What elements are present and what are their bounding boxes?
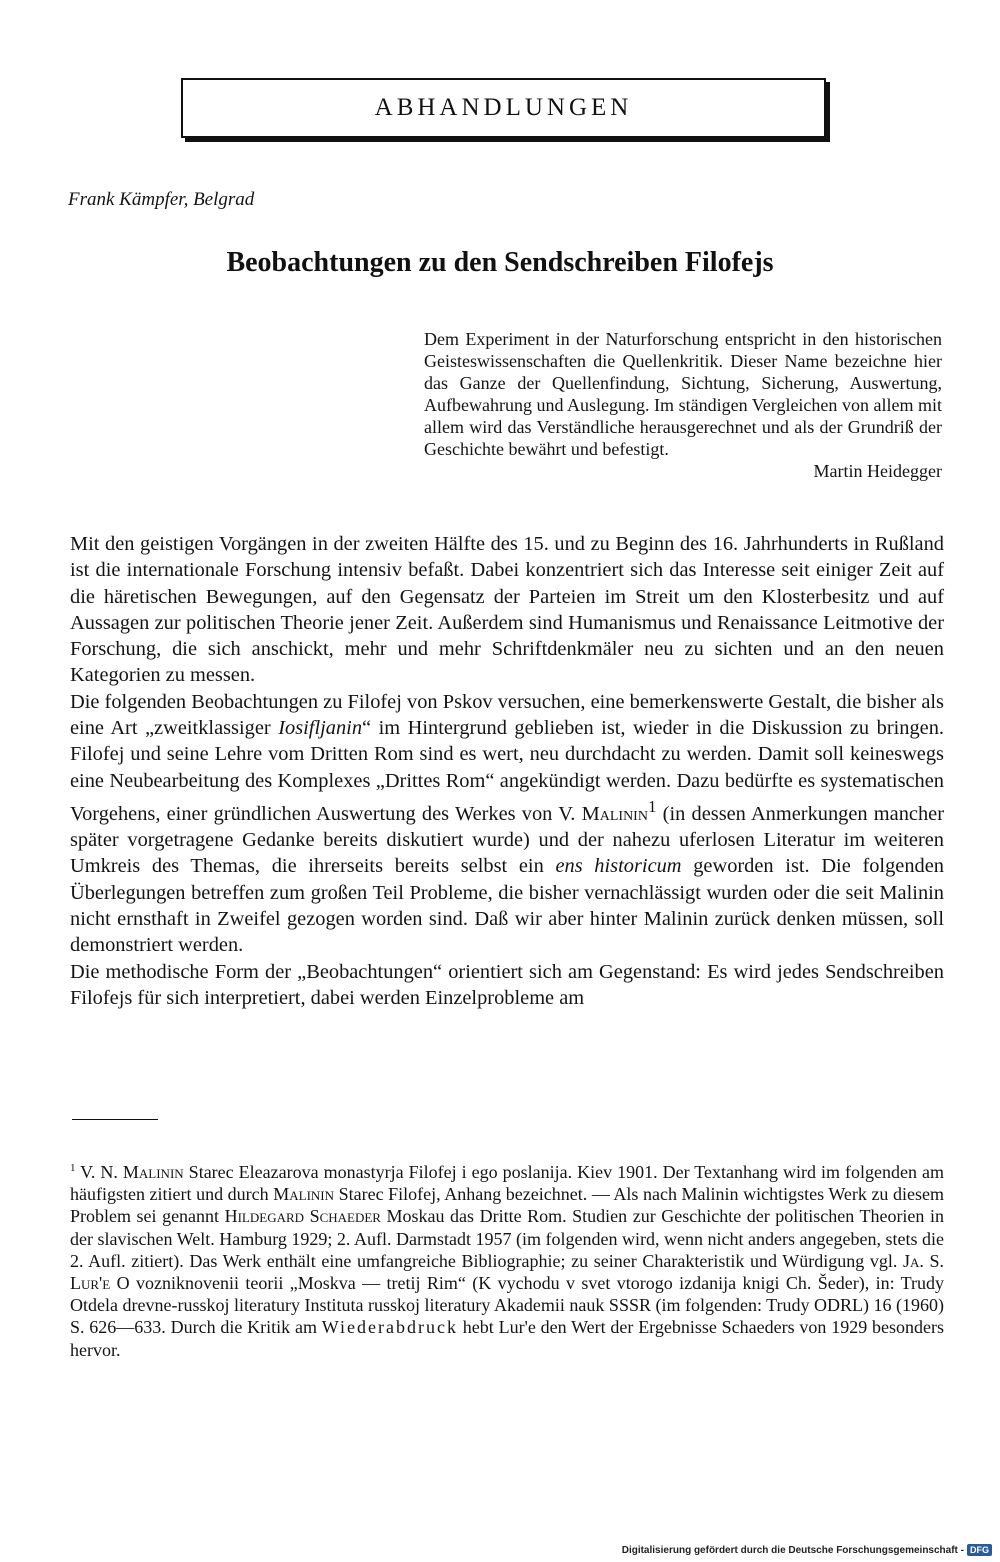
author-name: Malinin: [122, 1162, 184, 1182]
footnote-part: Starec Eleazarova monastyrja Filofej i ego poslanija. Kiev 1901. Der Textanhang wird im folgenden am häufigsten zitiert und durch: [70, 1162, 944, 1205]
paragraph-3: Die methodische Form der „Beobachtungen“ orientiert sich am Gegenstand: Es wird jedes Sendschreiben Filofejs für sich interpretiert, dabei werden Einzelprobleme am: [70, 960, 944, 1009]
footnote-1: [70, 1157, 944, 1361]
footnote-part: hebt Lur'e den Wert der Ergebnisse Schaeders von 1929 besonders hervor.: [70, 1317, 944, 1360]
footnote-part: Moskau das Dritte Rom. Studien zur Geschichte der politischen Theorien in der slavischen Welt. Hamburg 1929; 2. Aufl. Darmstadt 1957 (im folgenden wird, wenn nicht anders angegeben, stets die 2. Aufl. zitiert). Das Werk enthält eine umfangreiche Bibliographie; zu seiner Charakteristik und Würdigung vgl.: [70, 1206, 944, 1271]
paragraph-2-part: (in dessen Anmerkungen mancher später vorgetragene Gedanke bereits diskutiert wurde) und der nahezu uferlosen Literatur im weiteren Umkreis des Themas, die ihrerseits bereits selbst ein: [70, 802, 944, 878]
paragraph-2-part: Die folgenden Beobachtungen zu Filofej von Pskov versuchen, eine bemerkenswerte Gestalt, die bisher als eine Art „zweitklassiger: [70, 690, 944, 740]
digitization-credit: [622, 1544, 992, 1556]
spaced-emphasis: Wiederabdruck: [321, 1317, 458, 1338]
footnote-divider: [72, 1119, 158, 1120]
epigraph: [424, 328, 942, 482]
paragraph-1: Mit den geistigen Vorgängen in der zweiten Hälfte des 15. und zu Beginn des 16. Jahrhunderts in Rußland ist die internationale Forschung intensiv befaßt. Dabei konzentriert sich das Interesse seit einiger Zeit auf die häretischen Bewegungen, auf den Gegensatz der Parteien im Streit um den Klosterbesitz und auf Aussagen zur politischen Theorie jener Zeit. Außerdem sind Humanismus und Renaissance Leitmotive der Forschung, die sich anschickt, mehr und mehr Schriftdenkmäler neu zu sichten und an den neuen Kategorien zu messen.: [70, 533, 944, 687]
credit-text: Digitalisierung gefördert durch die Deutsche Forschungsgemeinschaft -: [621, 1544, 964, 1556]
author-name: Ja. S. Lur'e: [70, 1250, 944, 1294]
paragraph-2: [70, 689, 944, 959]
section-heading: ABHANDLUNGEN: [181, 78, 826, 138]
footnote-part: O vozniknovenii teorii „Moskva — tretij Rim“ (K vychodu v svet vtorogo izdanija knigi Ch. Šeder), in: Trudy Otdela drevne-russkoj literatury Instituta russkoj literatury Akademii nauk SSSR (im folgenden: Trudy ODRL) 16 (1960) S. 626—633. Durch die Kritik am: [70, 1273, 944, 1338]
author-name: Malinin: [273, 1184, 335, 1205]
author-line: Frank Kämpfer, Belgrad: [68, 189, 255, 210]
body-text: [70, 531, 944, 1011]
epigraph-attribution: Martin Heidegger: [813, 461, 942, 481]
italic-term: ens historicum: [555, 855, 682, 878]
footnote-part: V. N.: [75, 1162, 123, 1182]
epigraph-text: Dem Experiment in der Naturforschung entspricht in den historischen Geisteswissenschaften die Quellenkritik. Dieser Name bezeichne hier das Ganze der Quellenfindung, Sichtung, Sicherung, Auswertung, Aufbewahrung und Auslegung. Im ständigen Vergleichen von allem mit allem wird das Verständliche herausgerechnet und als der Grundriß der Geschichte bewährt und befestigt.: [424, 329, 942, 459]
footnote-part: Starec Filofej, Anhang bezeichnet. — Als nach Malinin wichtigstes Werk zu diesem Problem sei genannt: [70, 1184, 944, 1227]
dfg-logo-icon: DFG: [967, 1544, 992, 1556]
italic-term: Iosifljanin: [278, 717, 363, 740]
article-title: Beobachtungen zu den Sendschreiben Filofejs: [226, 247, 774, 278]
author-name: Malinin: [581, 802, 648, 825]
author-name: Hildegard Schaeder: [224, 1206, 381, 1227]
paragraph-2-part: geworden ist. Die folgenden Überlegungen betreffen zum großen Teil Probleme, die bisher vernachlässigt wurden oder die seit Malinin nicht ernsthaft in Zweifel gezogen worden sind. Daß wir aber hinter Malinin zurück denken müssen, soll demonstriert werden.: [70, 855, 944, 957]
footnote-ref[interactable]: 1: [647, 796, 657, 816]
paragraph-2-part: “ im Hintergrund geblieben ist, wieder in die Diskussion zu bringen. Filofej und seine Lehre vom Dritten Rom sind es wert, neu durchdacht zu werden. Damit soll keineswegs eine Neubearbeitung des Komplexes „Drittes Rom“ angekündigt werden. Dazu bedürfte es systematischen Vorgehens, einer gründlichen Auswertung des Werkes von V.: [70, 717, 945, 825]
footnote-number: 1: [70, 1162, 76, 1174]
